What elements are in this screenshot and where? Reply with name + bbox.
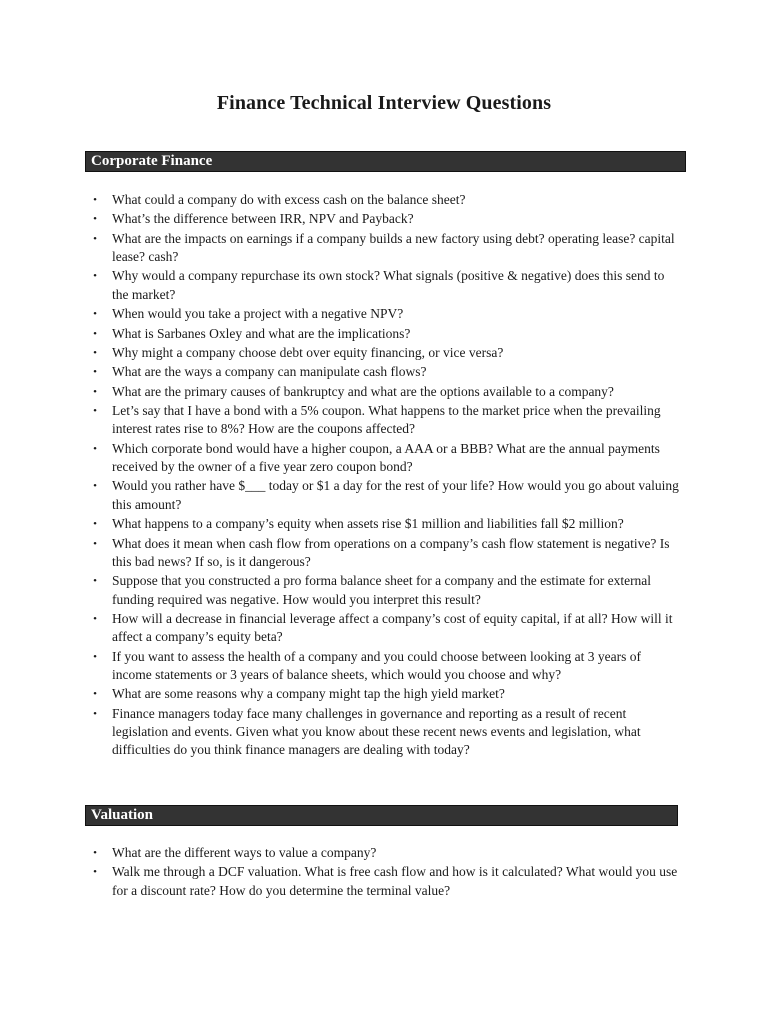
bullet-icon: • [93,518,97,531]
bullet-icon: • [93,650,97,663]
question-text: How will a decrease in financial leverage affect a company’s cost of equity capital, if at all? How will it affect a company’s equity beta? [112,610,673,645]
list-item [90,572,680,609]
question-text: What are the primary causes of bankruptcy and what are the options available to a company? [112,383,614,399]
bullet-icon: • [93,707,97,720]
question-text: Let’s say that I have a bond with a 5% coupon. What happens to the market price when the prevailing interest rates rise to 8%? How are the coupons affected? [112,403,661,437]
bullet-icon: • [93,537,97,550]
question-text: What happens to a company’s equity when assets rise $1 million and liabilities fall $2 million? [112,516,624,532]
list-item [90,610,680,647]
question-text: Why might a company choose debt over equity financing, or vice versa? [112,344,504,360]
list-item [90,705,680,760]
bullet-icon: • [93,405,97,418]
question-text: Would you rather have $___ today or $1 a day for the rest of your life? How would you go about valuing this amount? [112,478,679,512]
bullet-icon: • [93,866,97,879]
valuation-question-list [90,844,680,901]
list-item [90,383,680,401]
list-item [90,305,680,323]
bullet-icon: • [93,213,97,226]
list-item [90,344,680,362]
list-item [90,210,680,228]
bullet-icon: • [93,385,97,398]
question-text: Walk me through a DCF valuation. What is free cash flow and how is it calculated? What would you use for a discount rate? How do you determine the terminal value? [112,864,678,898]
question-text: What are the different ways to value a company? [112,845,377,860]
list-item [90,230,680,267]
question-text: What could a company do with excess cash on the balance sheet? [112,192,466,207]
bullet-icon: • [93,366,97,379]
question-text: Suppose that you constructed a pro forma balance sheet for a company and the estimate for external funding required was negative. How would you interpret this result? [112,573,652,607]
corporate-finance-question-list [90,191,680,761]
question-text: Which corporate bond would have a higher coupon, a AAA or a BBB? What are the annual payments received by the owner of a five year zero coupon bond? [112,440,660,475]
list-item [90,191,680,209]
list-item [90,844,680,862]
bullet-icon: • [93,194,97,206]
list-item [90,515,680,533]
question-text: What are some reasons why a company might tap the high yield market? [112,686,505,702]
bullet-icon: • [93,480,97,493]
bullet-icon: • [93,346,97,359]
bullet-icon: • [93,327,97,340]
bullet-icon: • [93,575,97,588]
bullet-icon: • [93,270,97,283]
bullet-icon: • [93,688,97,701]
section-header-corporate-finance: Corporate Finance [85,151,686,172]
question-text: Why would a company repurchase its own stock? What signals (positive & negative) does this send to the market? [112,268,665,302]
question-text: What are the ways a company can manipulate cash flows? [112,364,427,380]
bullet-icon: • [93,612,97,625]
question-text: What are the impacts on earnings if a company builds a new factory using debt? operating lease? capital lease? cash? [112,230,675,265]
bullet-icon: • [93,232,97,245]
bullet-icon: • [93,442,97,455]
list-item [90,267,680,304]
bullet-icon: • [93,847,97,859]
question-text: What’s the difference between IRR, NPV and Payback? [112,211,414,227]
list-item [90,863,680,900]
question-text: If you want to assess the health of a company and you could choose between looking at 3 years of income statements or 3 years of balance sheets, which would you choose and why? [112,648,641,682]
list-item [90,535,680,572]
list-item [90,325,680,343]
list-item [90,685,680,703]
page-title: Finance Technical Interview Questions [216,92,552,114]
list-item [90,402,680,439]
question-text: Finance managers today face many challenges in governance and reporting as a result of recent legislation and events. Given what you know about these recent news events and legislation, what difficulties do you think finance managers are dealing with today? [112,705,641,758]
question-text: When would you take a project with a negative NPV? [112,306,404,322]
question-text: What does it mean when cash flow from operations on a company’s cash flow statement is negative? Is this bad news? If so, is it dangerous? [112,535,670,569]
question-text: What is Sarbanes Oxley and what are the implications? [112,325,411,341]
list-item [90,648,680,685]
list-item [90,440,680,477]
list-item [90,363,680,381]
section-header-valuation: Valuation [85,805,678,826]
list-item [90,477,680,514]
bullet-icon: • [93,308,97,321]
